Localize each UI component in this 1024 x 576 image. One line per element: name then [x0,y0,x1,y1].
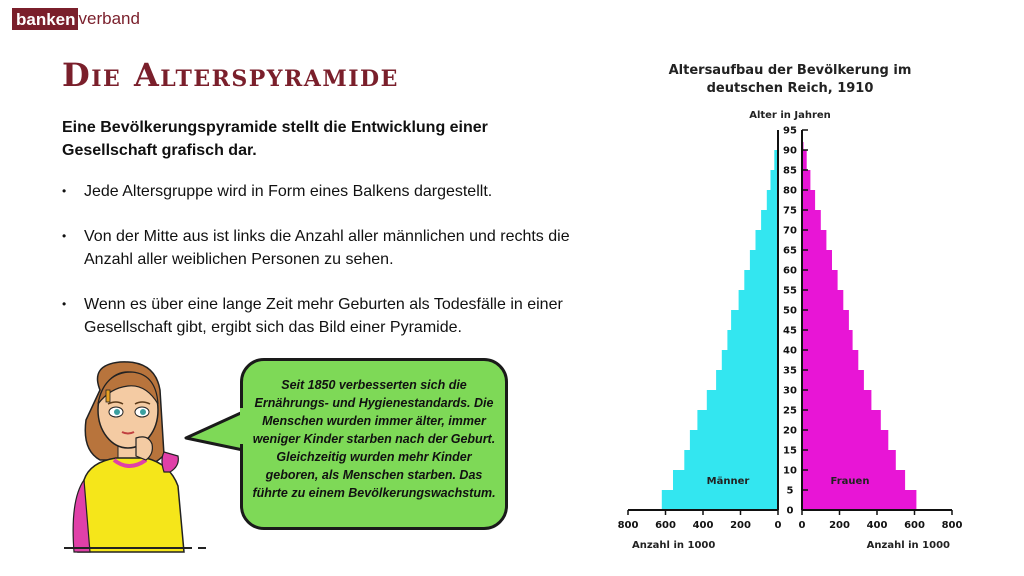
x-tick-label-right: 200 [829,520,850,531]
chart-title-line-2: deutschen Reich, 1910 [706,81,874,96]
x-tick-label-right: 600 [904,520,925,531]
y-tick-label: 20 [783,425,797,437]
bullet-dot: • [62,297,67,311]
y-tick-label: 35 [783,365,797,377]
speech-bubble-text: Seit 1850 verbesserten sich die Ernährungs- und Hygienestandards. Die Menschen wurden immer älter, immer weniger Kinder starben nach der Geburt. Gleichzeitig wurden mehr Kinder geboren, als Menschen starben. Das führte zu einem Bevölkerungswachstum. [252,378,496,500]
x-tick-label-left: 400 [692,520,714,531]
chart-title-line-1: Altersaufbau der Bevölkerung im [668,63,912,78]
y-axis-label: Alter in Jahren [749,110,831,121]
x-tick-label-left: 800 [617,520,639,531]
x-tick-label-left: 0 [774,520,782,531]
y-tick-label: 25 [783,405,797,417]
x-tick-label-right: 0 [798,520,806,531]
y-tick-label: 95 [783,125,797,137]
logo-text-bold: banken [12,8,78,30]
y-tick-label: 15 [783,445,797,457]
series-maenner-area [662,142,778,510]
bullet-dot: • [62,229,67,243]
bullet-text: Wenn es über eine lange Zeit mehr Geburten als Todesfälle in einer Gesellschaft gibt, ergibt sich das Bild einer Pyramide. [84,296,563,336]
y-tick-label: 40 [783,345,797,357]
x-tick-label-left: 600 [655,520,676,531]
y-tick-label: 30 [783,385,797,397]
x-tick-label-right: 400 [866,520,888,531]
x-tick-label-left: 200 [730,520,751,531]
y-tick-label: 60 [783,265,797,277]
logo-text-light: verband [78,9,140,28]
x-axis-label-right: Anzahl in 1000 [866,540,950,551]
series-label-maenner: Männer [706,476,750,487]
y-tick-label: 85 [783,165,797,177]
y-tick-label: 10 [783,465,797,477]
bullet-dot: • [62,184,67,198]
x-axis-label-left: Anzahl in 1000 [632,540,716,551]
y-tick-label: 80 [783,185,797,197]
bullet-text: Jede Altersgruppe wird in Form eines Balkens dargestellt. [84,183,493,200]
y-tick-label: 70 [783,225,797,237]
girl-illustration [60,360,220,552]
y-tick-label: 75 [783,205,797,217]
series-frauen-area [802,142,916,510]
y-tick-label: 50 [783,305,797,317]
bullet-list [62,180,572,361]
y-tick-label: 45 [783,325,797,337]
y-tick-label: 65 [783,245,797,257]
bullet-item [62,293,572,339]
x-tick-label-right: 800 [941,520,963,531]
y-tick-label: 0 [786,505,794,517]
y-tick-label: 5 [786,485,794,497]
y-tick-label: 90 [783,145,797,157]
bullet-item [62,225,572,271]
speech-bubble-tail [184,408,246,454]
bullet-text: Von der Mitte aus ist links die Anzahl aller männlichen und rechts die Anzahl aller weiblichen Personen zu sehen. [84,228,570,268]
page-title: Die Alterspyramide [62,56,399,94]
population-pyramid-chart [600,50,963,560]
y-tick-label: 55 [783,285,797,297]
speech-bubble-tail-cover [240,366,248,426]
bullet-item [62,180,572,203]
series-label-frauen: Frauen [830,476,870,487]
bankenverband-logo [12,8,140,30]
intro-text: Eine Bevölkerungspyramide stellt die Entwicklung einer Gesellschaft grafisch dar. [62,119,488,159]
